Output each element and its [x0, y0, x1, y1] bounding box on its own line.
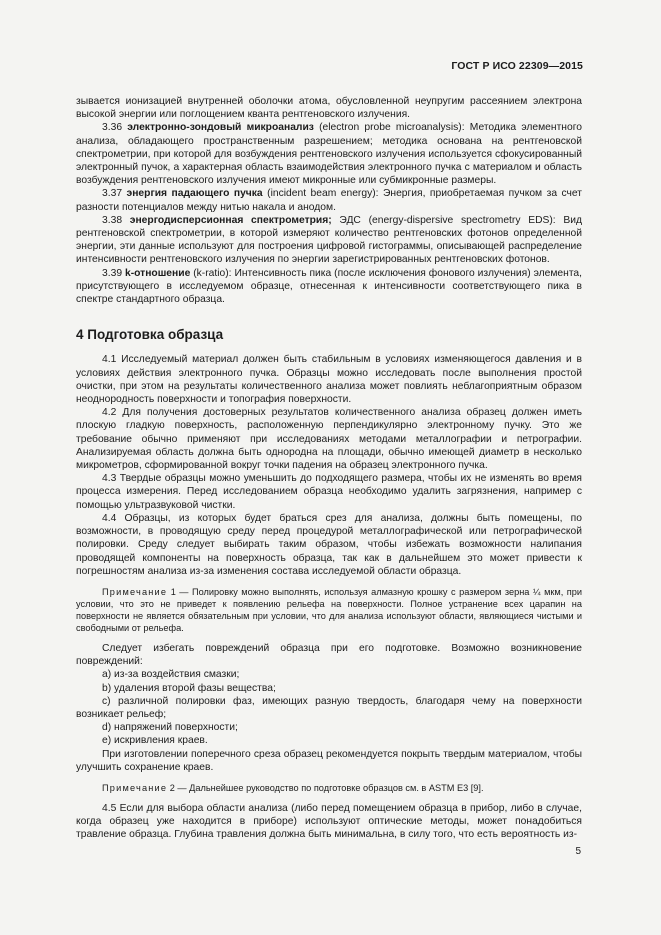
paragraph-4-2: 4.2 Для получения достоверных результатов количественного анализа образец должен иметь плоскую гладкую поверхность, расположенную перпендикулярно электронному пучку. Это же требование обычно применяют при исследованиях методами металлографии и петрографии. Анализируемая область должна быть однородна на площади, обычно имеющей диаметр в несколько микрометров, сформированной вокруг точки падения на образец электронного пучка. — [76, 407, 582, 472]
term: электронно-зондовый микроанализ — [127, 122, 314, 134]
paragraph-cross-section: При изготовлении поперечного среза образец рекомендуется покрыть твердым материалом, чтобы улучшить сохранение краев. — [76, 748, 582, 773]
paragraph-continuation: зывается ионизацией внутренней оболочки атома, обусловленной неупругим рассеянием электрона высокой энергии или поглощением кванта рентгеновского излучения. — [76, 96, 582, 121]
page-number: 5 — [575, 846, 581, 857]
list-item: e) искривления краев. — [102, 735, 208, 747]
note-1: Примечание 1 — Полировку можно выполнять, используя алмазную крошку с размером зерна ¼ мкм, при условии, что это не приведет к появлению рельефа на поверхности. Полное устранение всех царапин на поверхности не является обязательным при условии, что для анализа используют области, являющиеся чистыми и свободными от рельефа. — [76, 586, 582, 633]
list-item: c) различной полировки фаз, имеющих разную твердость, благодаря чему на поверхности возникает рельеф; — [76, 695, 582, 720]
list-item: b) удаления второй фазы вещества; — [102, 682, 276, 694]
list-item: d) напряжений поверхности; — [102, 722, 238, 734]
paragraph-4-5: 4.5 Если для выбора области анализа (либо перед помещением образца в прибор, либо в случае, когда образец уже находится в приборе) используют оптические методы, может понадобиться травление образца. Глубина травления должна быть минимальна, в силу того, что есть вероятность из- — [76, 802, 582, 841]
note-2: Примечание 2 — Дальнейшее руководство по подготовке образцов см. в ASTM E3 [9]. — [102, 782, 484, 793]
section-title: 4 Подготовка образца — [76, 327, 224, 343]
term: k-отношение — [124, 267, 191, 279]
paragraph-4-3: 4.3 Твердые образцы можно уменьшить до подходящего размера, чтобы их не изменять во время процесса измерения. Перед исследованием образца необходимо удалить загрязнения, например с помощью ультразвуковой чистки. — [76, 473, 582, 511]
note-label: Примечание — [102, 782, 168, 793]
definition-3-39: 3.39 k-отношение (k-ratio): Интенсивность пика (после исключения фонового излучения) элемента, присутствующего в исследуемом образце, отнесенная к интенсивности соответствующего пика в спектре стандартного образца. — [76, 267, 583, 306]
paragraph-4-1: 4.1 Исследуемый материал должен быть стабильным в условиях изменяющегося давления и в условиях действия электронного пучка. Образцы можно исследовать после выполнения простой очистки, при этом на результаты количественного анализа может повлиять неблагоприятным образом неоднородность поверхности и топография поверхности. — [76, 354, 582, 406]
document-body — [76, 95, 582, 842]
paragraph-avoid-damage: Следует избегать повреждений образца при его подготовке. Возможно возникновение повреждений: — [76, 642, 582, 668]
definition-3-36: 3.36 электронно-зондовый микроанализ (electron probe microanalysis): Методика элементного анализа, обладающего пространственным разрешением; методика основана на рентгеновской спектрометрии, при которой для возбуждения рентгеновского излучения используется сфокусированный электронный пучок, а характерная область взаимодействия электронного пучка с материалом и область возбуждения рентгеновского излучения имеют микронные или субмикронные размеры. — [76, 122, 582, 187]
paragraph-4-4: 4.4 Образцы, из которых будет браться срез для анализа, должны быть помещены, по возможности, в проводящую среду перед процедурой металлографической или петрографической полировки. Среду следует выбирать таким образом, чтобы избежать возможности налипания проводящей компоненты на поверхность образца, так как в дальнейшем это может привести к погрешностям анализа из-за изменения состава исследуемой области образца. — [76, 512, 582, 577]
document-code-header: ГОСТ Р ИСО 22309—2015 — [451, 60, 583, 72]
term: энергодисперсионная спектрометрия; — [129, 214, 332, 226]
definition-3-38: 3.38 энергодисперсионная спектрометрия; ЭДС (energy-dispersive spectrometry EDS): Вид рентгеновской спектрометрии, в которой измеряют количество рентгеновских фотонов определенной энергии, эти данные используют для построения цифровой гистограммы, описывающей распределение интенсивности рентгеновского излучения по энергии зарегистрированных рентгеновских фотонов. — [76, 214, 583, 266]
term: энергия падающего пучка — [126, 188, 263, 200]
note-label: Примечание — [102, 586, 168, 597]
definition-3-37: 3.37 энергия падающего пучка (incident beam energy): Энергия, приобретаемая пучком за счет разности потенциалов между нитью накала и анодом. — [76, 188, 583, 213]
list-item: a) из-за воздействия смазки; — [102, 669, 240, 681]
